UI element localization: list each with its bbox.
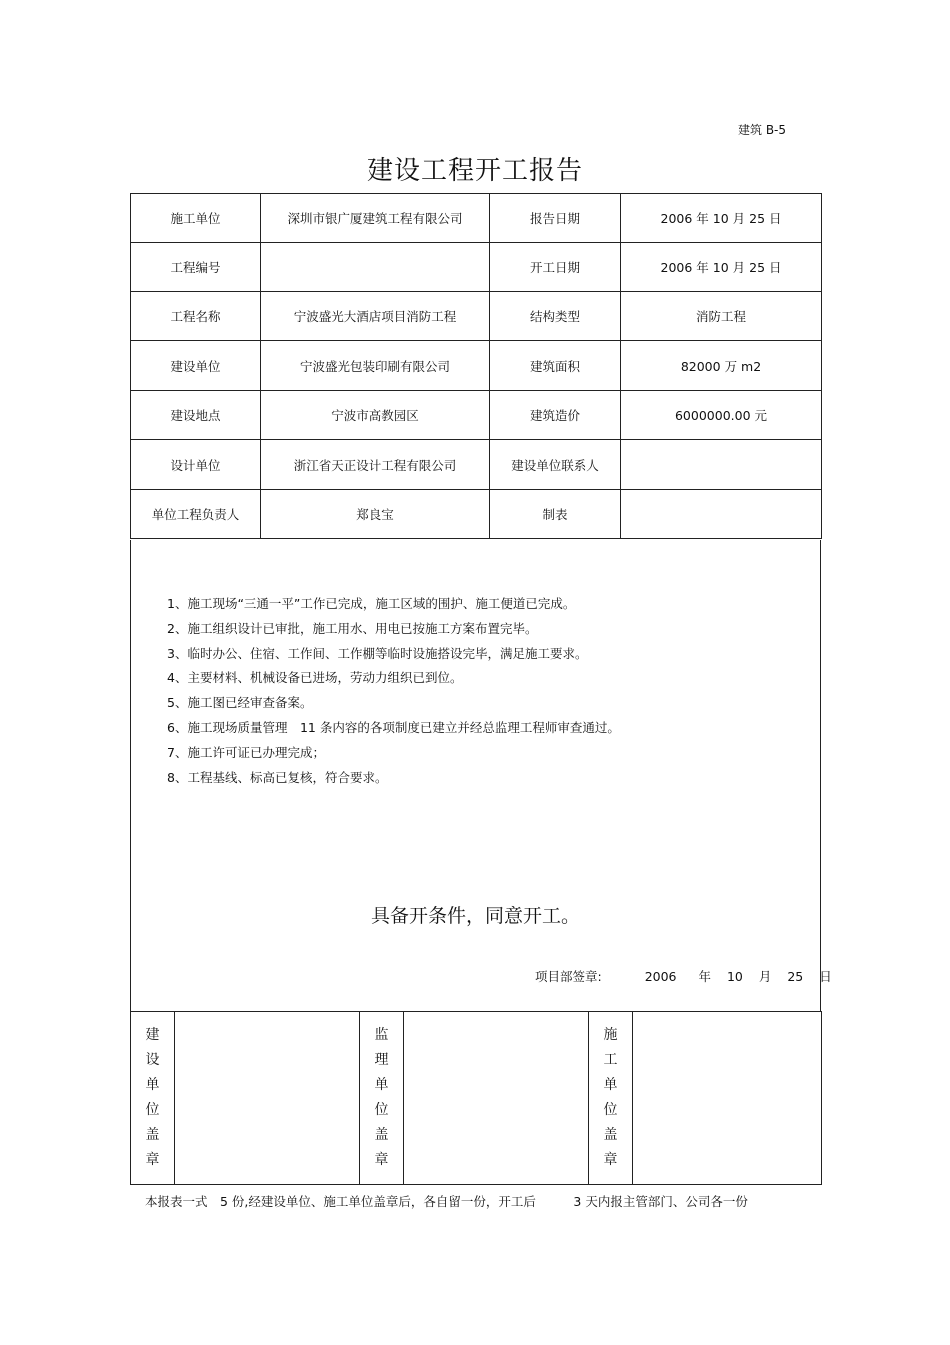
row-value: 消防工程	[621, 292, 822, 341]
footer-note: 本报表一式 5 份,经建设单位、施工单位盖章后，各自留一份，开工后 3 天内报主管部门、公司各一份	[145, 1194, 748, 1209]
table-row	[131, 292, 822, 341]
seals-row	[131, 1012, 822, 1185]
row-label: 开工日期	[490, 243, 621, 292]
row-label: 报告日期	[490, 194, 621, 243]
row-value: 2006 年 10 月 25 日	[621, 194, 822, 243]
owner-seal-label: 建 设 单 位 盖 章	[131, 1012, 175, 1185]
row-label: 建设单位联系人	[490, 440, 621, 490]
row-value	[621, 440, 822, 490]
stamp-year-unit: 年	[698, 969, 711, 984]
row-value: 6000000.00 元	[621, 391, 822, 440]
row-value: 郑良宝	[261, 490, 490, 539]
stamp-label: 项目部签章:	[535, 969, 602, 984]
stamp-month-unit: 月	[758, 969, 772, 984]
row-value: 浙江省天正设计工程有限公司	[261, 440, 490, 490]
row-label: 单位工程负责人	[131, 490, 261, 539]
list-item: 3、临时办公、住宿、工作间、工作棚等临时设施搭设完毕，满足施工要求。	[167, 645, 588, 661]
conditions-list	[167, 592, 620, 790]
table-row	[131, 440, 822, 490]
row-value: 宁波盛光大酒店项目消防工程	[261, 292, 490, 341]
list-item: 8、工程基线、标高已复核，符合要求。	[167, 769, 388, 785]
supervisor-seal-area	[404, 1012, 589, 1185]
table-row	[131, 341, 822, 391]
row-value: 深圳市银广厦建筑工程有限公司	[261, 194, 490, 243]
stamp-month: 10	[726, 969, 743, 984]
stamp-year: 2006	[644, 969, 677, 984]
contractor-seal-label: 施 工 单 位 盖 章	[589, 1012, 633, 1185]
table-row	[131, 243, 822, 292]
list-item: 2、施工组织设计已审批，施工用水、用电已按施工方案布置完毕。	[167, 620, 538, 636]
conclusion-text: 具备开条件，同意开工。	[370, 905, 580, 927]
conditions-section	[130, 540, 832, 1011]
list-item: 5、施工图已经审查备案。	[167, 695, 313, 711]
list-item: 4、主要材料、机械设备已进场，劳动力组织已到位。	[167, 670, 463, 686]
table-row	[131, 490, 822, 539]
row-label: 建设单位	[131, 341, 261, 391]
row-label: 工程名称	[131, 292, 261, 341]
project-stamp-line	[535, 967, 832, 985]
row-value: 宁波市高教园区	[261, 391, 490, 440]
contractor-seal-area	[633, 1012, 822, 1185]
owner-seal-area	[175, 1012, 360, 1185]
list-item: 1、施工现场“三通一平”工作已完成，施工区域的围护、施工便道已完成。	[167, 596, 576, 611]
stamp-day: 25	[787, 969, 804, 984]
row-label: 建设地点	[131, 391, 261, 440]
row-value: 82000 万 m2	[621, 341, 822, 391]
row-label: 建筑面积	[490, 341, 621, 391]
row-label: 施工单位	[131, 194, 261, 243]
row-label: 工程编号	[131, 243, 261, 292]
row-value: 宁波盛光包装印刷有限公司	[261, 341, 490, 391]
seals-table	[130, 1011, 822, 1185]
row-label: 结构类型	[490, 292, 621, 341]
page-title: 建设工程开工报告	[366, 156, 583, 186]
supervisor-seal-label: 监 理 单 位 盖 章	[360, 1012, 404, 1185]
table-row	[131, 391, 822, 440]
list-item: 6、施工现场质量管理 11 条内容的各项制度已建立并经总监理工程师审查通过。	[167, 719, 620, 735]
info-table	[130, 193, 822, 539]
list-item: 7、施工许可证已办理完成；	[167, 744, 325, 760]
row-label: 建筑造价	[490, 391, 621, 440]
table-row	[131, 194, 822, 243]
row-label: 设计单位	[131, 440, 261, 490]
row-value	[261, 243, 490, 292]
row-value: 2006 年 10 月 25 日	[621, 243, 822, 292]
row-label: 制表	[490, 490, 621, 539]
form-code: 建筑 B-5	[738, 123, 787, 137]
row-value	[621, 490, 822, 539]
stamp-day-unit: 日	[819, 969, 832, 984]
